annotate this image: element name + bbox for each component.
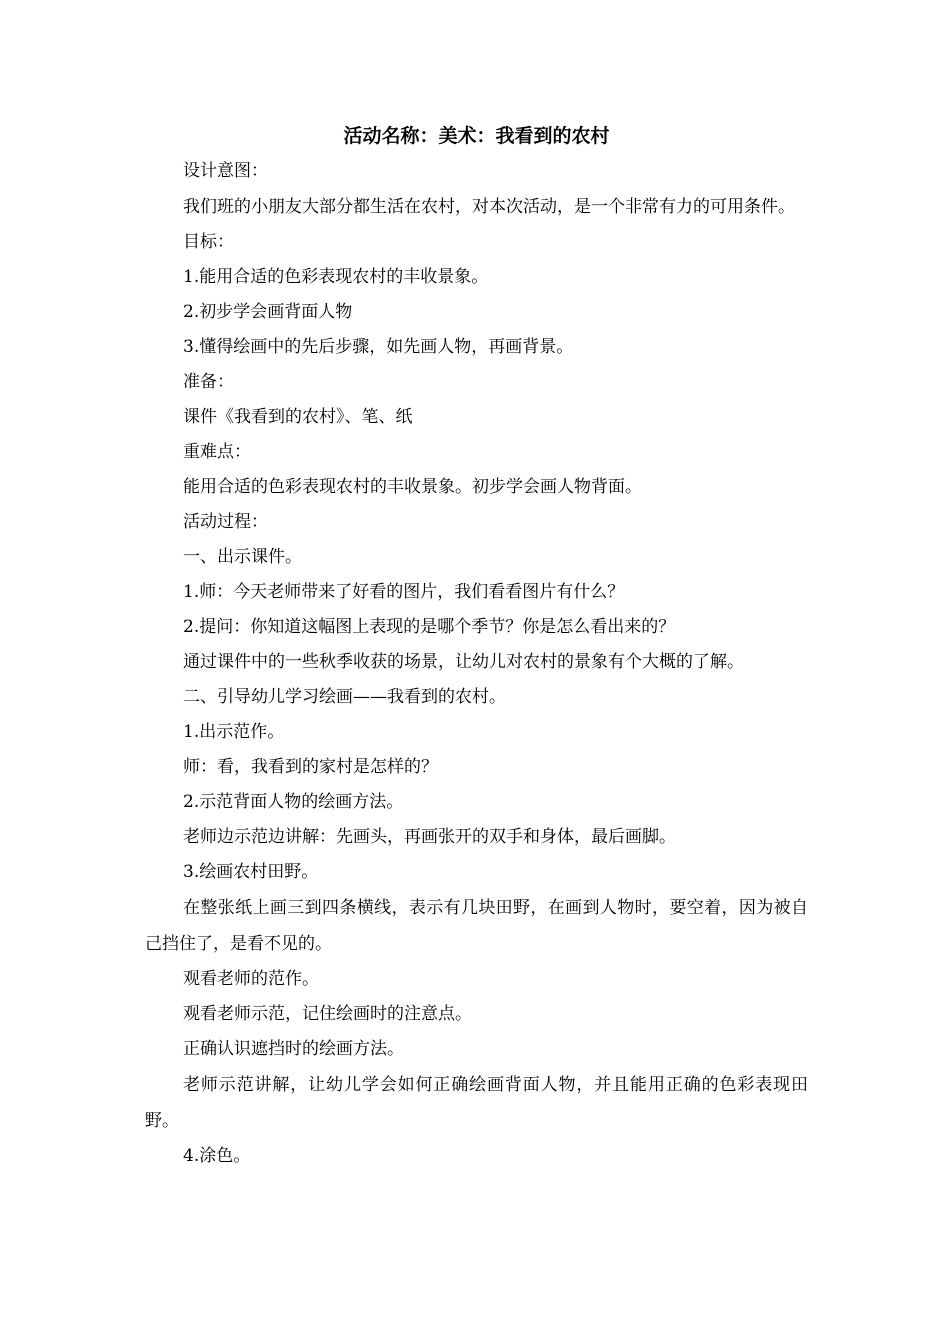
paragraph: 二、引导幼儿学习绘画——我看到的农村。: [183, 687, 506, 707]
paragraph: 观看老师的范作。: [183, 969, 319, 989]
paragraph: 2.初步学会画背面人物: [183, 302, 353, 322]
document-page: [145, 118, 808, 1174]
paragraph: 设计意图：: [183, 161, 268, 181]
paragraph: 活动过程：: [183, 512, 268, 532]
paragraph: 能用合适的色彩表现农村的丰收景象。初步学会画人物背面。: [183, 477, 642, 497]
paragraph: 老师边示范边讲解：先画头，再画张开的双手和身体，最后画脚。: [183, 827, 676, 847]
paragraph: 一、出示课件。: [183, 547, 302, 567]
paragraph: 观看老师示范，记住绘画时的注意点。: [183, 1004, 472, 1024]
document-title: 活动名称：美术：我看到的农村: [343, 125, 610, 147]
paragraph: 通过课件中的一些秋季收获的场景，让幼儿对农村的景象有个大概的了解。: [183, 652, 744, 672]
paragraph: 我们班的小朋友大部分都生活在农村，对本次活动，是一个非常有力的可用条件。: [183, 197, 795, 217]
paragraph: 重难点：: [183, 442, 251, 462]
paragraph: 1.能用合适的色彩表现农村的丰收景象。: [183, 267, 489, 287]
paragraph: 在整张纸上画三到四条横线，表示有几块田野，在画到人物时，要空着，因为被自己挡住了，是看不见的。: [145, 898, 808, 954]
paragraph: 2.示范背面人物的绘画方法。: [183, 792, 404, 812]
paragraph: 准备：: [183, 372, 234, 392]
paragraph: 目标：: [183, 232, 234, 252]
paragraph: 正确认识遮挡时的绘画方法。: [183, 1039, 404, 1059]
paragraph: 3.懂得绘画中的先后步骤，如先画人物，再画背景。: [183, 337, 574, 357]
paragraph: 1.师：今天老师带来了好看的图片，我们看看图片有什么？: [183, 582, 625, 602]
paragraph: 3.绘画农村田野。: [183, 862, 319, 882]
paragraph: 1.出示范作。: [183, 722, 285, 742]
paragraph: 师：看，我看到的家村是怎样的？: [183, 757, 438, 777]
paragraph: 老师示范讲解，让幼儿学会如何正确绘画背面人物，并且能用正确的色彩表现田野。: [145, 1075, 808, 1131]
paragraph: 4.涂色。: [183, 1146, 251, 1166]
paragraph: 课件《我看到的农村》、笔、纸: [183, 407, 413, 427]
paragraph: 2.提问：你知道这幅图上表现的是哪个季节？你是怎么看出来的？: [183, 617, 676, 637]
